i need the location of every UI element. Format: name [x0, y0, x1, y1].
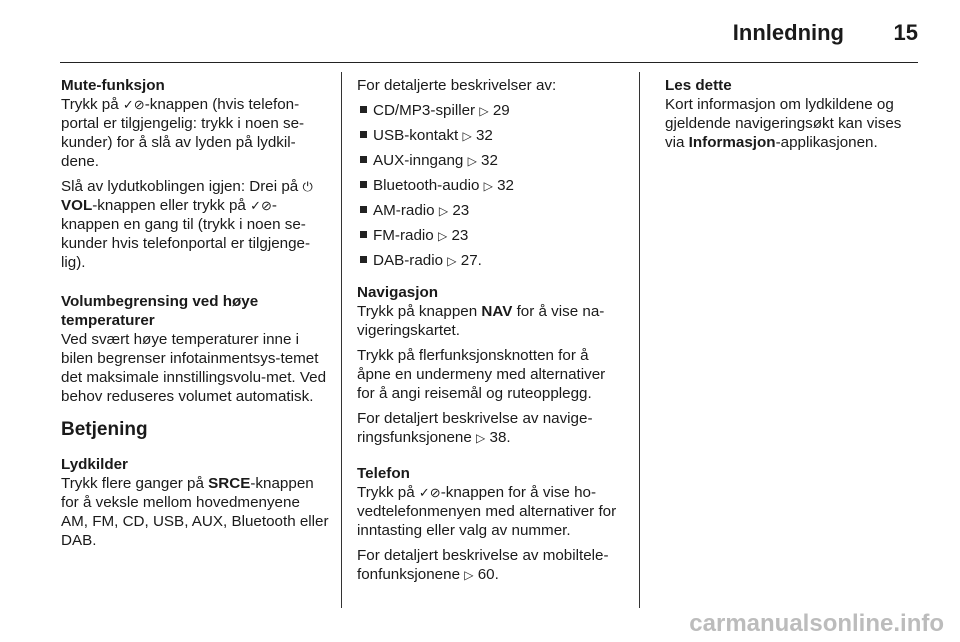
page-ref-icon: ▷ — [438, 204, 449, 218]
list-item: AM-radio ▷ 23 — [357, 201, 625, 221]
list-item: AUX-inngang ▷ 32 — [357, 151, 625, 171]
phone-paragraph-2: For detaljert beskrivelse av mobiltele-fonfunksjonene ▷ 60. — [357, 547, 609, 583]
phone-mute-icon: ✓⊘ — [122, 97, 145, 112]
sources-text-b: -knappen for å veksle mellom hovedmenyene AM, FM, CD, USB, AUX, Bluetooth eller DAB. — [61, 475, 329, 549]
nav-heading: Navigasjon — [357, 284, 439, 301]
unmute-text-a: Slå av lydutkoblingen igjen: Drei på — [61, 178, 303, 195]
page-ref-icon: ▷ — [483, 179, 493, 193]
list-intro: For detaljerte beskrivelser av: — [357, 77, 557, 94]
sources-text-a: Trykk flere ganger på — [61, 475, 209, 492]
page-ref-icon: ▷ — [438, 229, 448, 243]
informasjon-label: Informasjon — [688, 134, 776, 151]
page-ref-icon: ▷ — [462, 129, 472, 143]
list-item: Bluetooth-audio ▷ 32 — [357, 176, 625, 196]
page-header — [0, 0, 960, 62]
list-item: FM-radio ▷ 23 — [357, 226, 625, 246]
volume-paragraph: Ved svært høye temperaturer inne i bilen begrenser infotainmentsys-temet det maksimale innstillingsvolu-met. Ved behov reduseres volumet automatisk. — [61, 331, 327, 405]
unmute-text-c: -knappen en gang til (trykk i noen se-kunder hvis telefonportal er tilgjenge-lig). — [61, 197, 311, 271]
column-divider-2 — [639, 72, 640, 608]
operation-title: Betjening — [61, 419, 148, 440]
page-ref-icon: ▷ — [467, 154, 477, 168]
phone-mute-icon: ✓⊘ — [250, 198, 272, 213]
column-divider-1 — [341, 72, 342, 608]
list-item: USB-kontakt ▷ 32 — [357, 126, 625, 146]
page-number: 15 — [893, 20, 918, 45]
volume-heading: Volumbegrensing ved høye temperaturer — [61, 293, 259, 329]
vol-label: VOL — [61, 197, 93, 214]
page-ref-icon: ▷ — [476, 431, 486, 445]
nav-paragraph-2: Trykk på flerfunksjonsknotten for å åpne en undermeny med alternativer for å angi reisemål og ruteopplegg. — [357, 347, 606, 402]
watermark: carmanualsonline.info — [689, 610, 944, 637]
phone-mute-icon: ✓⊘ — [418, 485, 441, 500]
page-ref-icon: ▷ — [464, 568, 474, 582]
column-2 — [357, 76, 625, 591]
power-knob-icon: ⏻ — [302, 179, 313, 194]
mute-paragraph-2 — [61, 177, 329, 272]
sources-paragraph — [61, 474, 329, 550]
column-3 — [665, 76, 925, 158]
mute-text-b: -knappen (hvis telefon-portal er tilgjengelig: trykk i noen se-kunder) for å slå av lyden på lydkil-dene. — [61, 96, 305, 170]
list-item: CD/MP3-spiller ▷ 29 — [357, 101, 625, 121]
mute-heading: Mute-funksjon — [61, 77, 165, 94]
nav-label: NAV — [481, 303, 513, 320]
mute-paragraph-1 — [61, 95, 329, 171]
note-paragraph: Kort informasjon om lydkildene og gjeldende navigeringsøkt kan vises via Informasjon-applikasjonen. — [665, 96, 902, 151]
mute-text-a: Trykk på — [61, 96, 123, 113]
page-ref-icon: ▷ — [479, 104, 489, 118]
header-rule — [60, 62, 918, 63]
source-list — [357, 101, 625, 271]
note-heading: Les dette — [665, 77, 732, 94]
unmute-text-b: -knappen eller trykk på — [92, 197, 251, 214]
column-1 — [61, 76, 329, 556]
page-title: Innledning — [732, 20, 844, 45]
page-ref-icon: ▷ — [447, 254, 457, 268]
sources-heading: Lydkilder — [61, 456, 128, 473]
nav-paragraph-3: For detaljert beskrivelse av navige-ringsfunksjonene ▷ 38. — [357, 410, 593, 446]
phone-paragraph-1: Trykk på ✓⊘-knappen for å vise ho-vedtelefonmenyen med alternativer for inntasting eller valg av nummer. — [357, 484, 617, 539]
srce-label: SRCE — [208, 475, 251, 492]
phone-heading: Telefon — [357, 465, 410, 482]
nav-paragraph-1: Trykk på knappen NAV for å vise na-vigeringskartet. — [357, 303, 605, 339]
list-item: DAB-radio ▷ 27. — [357, 251, 625, 271]
